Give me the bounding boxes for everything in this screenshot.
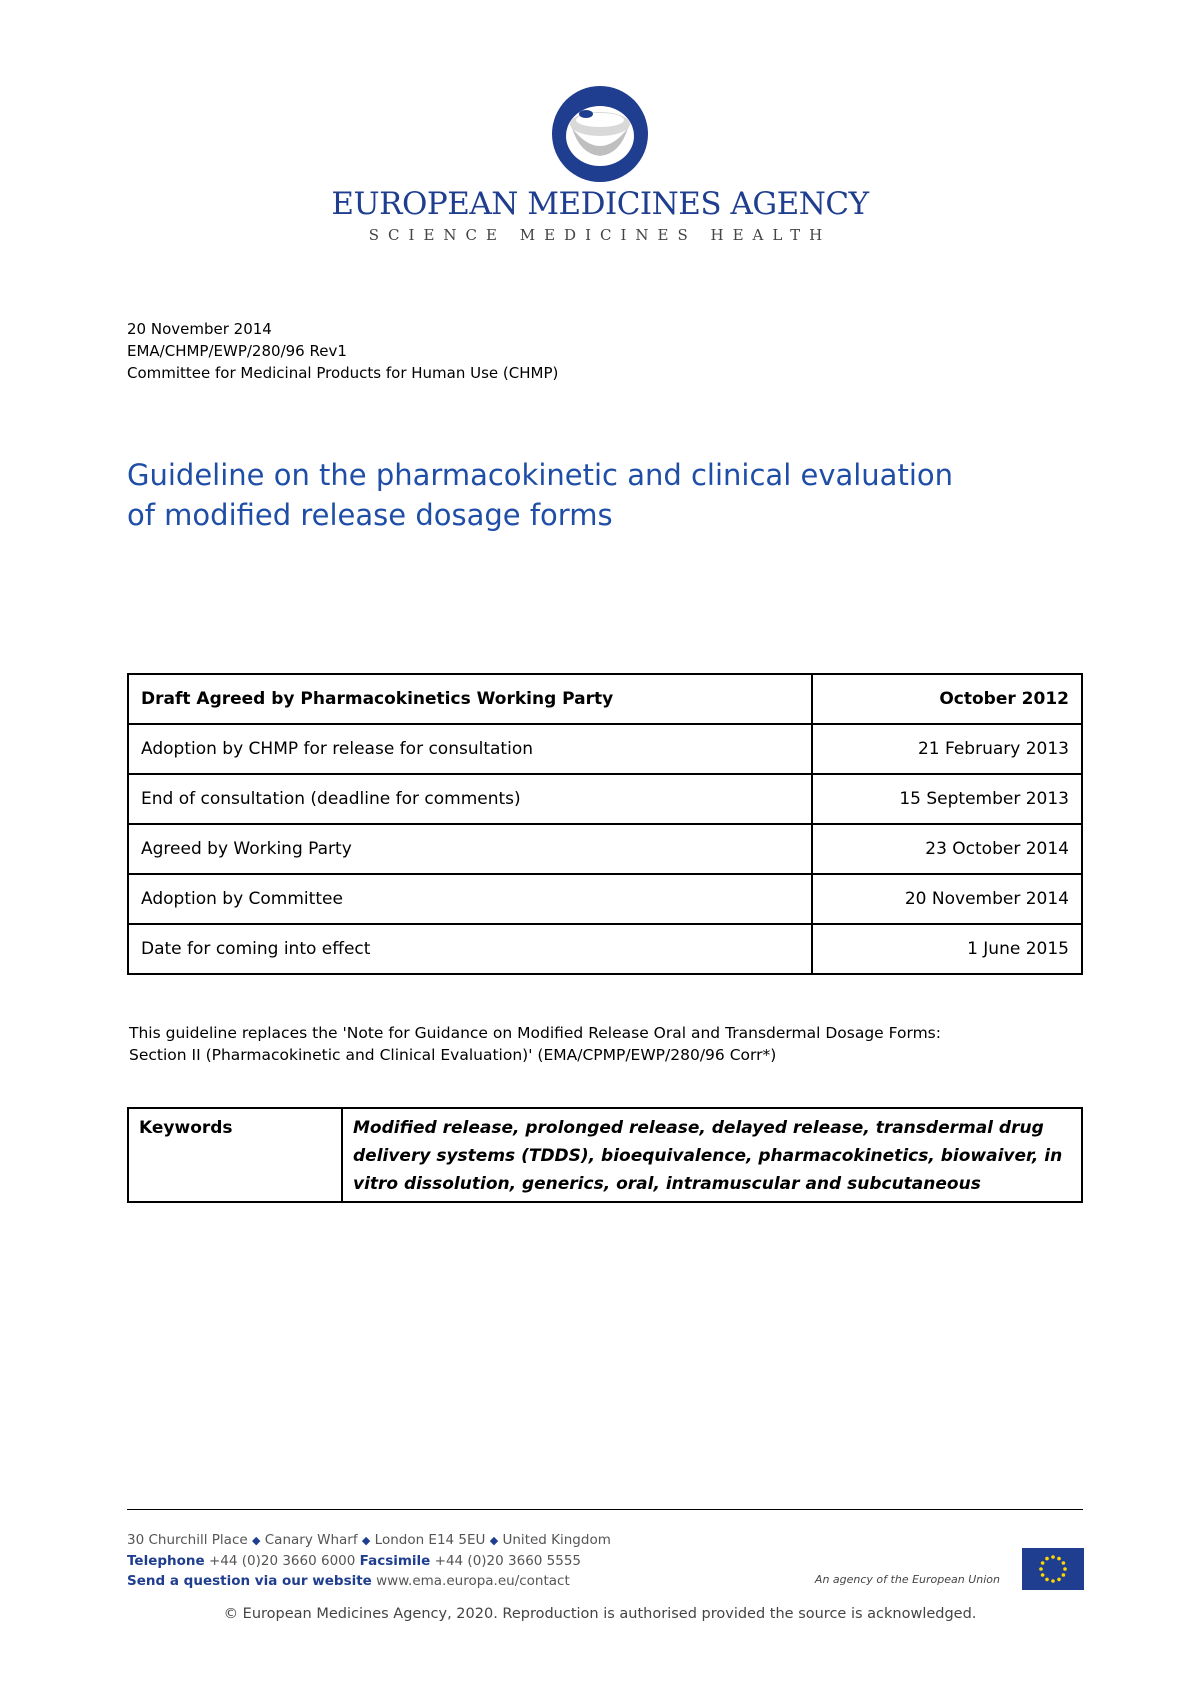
ema-logo-icon — [550, 84, 650, 184]
milestone-date: 15 September 2013 — [812, 774, 1082, 824]
bullet-icon: ◆ — [489, 1534, 499, 1547]
title-line-1: Guideline on the pharmacokinetic and clinical evaluation — [127, 458, 954, 492]
milestone-date: 20 November 2014 — [812, 874, 1082, 924]
title-line-2: of modified release dosage forms — [127, 498, 613, 532]
footer-address — [127, 1530, 611, 1591]
table-row — [128, 674, 1082, 724]
milestone-label: Adoption by Committee — [128, 874, 812, 924]
table-row — [128, 824, 1082, 874]
bullet-icon: ◆ — [361, 1534, 371, 1547]
ema-logo — [0, 84, 1200, 184]
replacement-note-line-2: Section II (Pharmacokinetic and Clinical Evaluation)' (EMA/CPMP/EWP/280/96 Corr*) — [129, 1046, 777, 1064]
keywords-value: Modified release, prolonged release, delayed release, transdermal drug delivery systems (TDDS), bioequivalence, pharmacokinetics, biowaiver, in vitro dissolution, generics, oral, intramuscular and subcutaneous — [342, 1108, 1082, 1202]
milestone-label: Agreed by Working Party — [128, 824, 812, 874]
document-reference: EMA/CHMP/EWP/280/96 Rev1 — [127, 342, 347, 360]
facsimile-number: +44 (0)20 3660 5555 — [434, 1553, 582, 1569]
keywords-label: Keywords — [128, 1108, 342, 1202]
table-row — [128, 724, 1082, 774]
milestone-label: Date for coming into effect — [128, 924, 812, 974]
table-row — [128, 924, 1082, 974]
agency-name: EUROPEAN MEDICINES AGENCY — [331, 186, 869, 222]
keywords-table — [127, 1107, 1083, 1203]
address-line — [127, 1530, 611, 1551]
telephone-number: +44 (0)20 3660 6000 — [208, 1553, 356, 1569]
milestone-label: Adoption by CHMP for release for consultation — [128, 724, 812, 774]
committee-name: Committee for Medicinal Products for Human Use (CHMP) — [127, 364, 559, 382]
contact-line — [127, 1551, 611, 1571]
address-street: 30 Churchill Place — [127, 1532, 248, 1548]
website-line — [127, 1571, 611, 1591]
milestone-date: 23 October 2014 — [812, 824, 1082, 874]
milestone-label: End of consultation (deadline for comments) — [128, 774, 812, 824]
milestone-date: 21 February 2013 — [812, 724, 1082, 774]
milestone-date: 1 June 2015 — [812, 924, 1082, 974]
milestones-table — [127, 673, 1083, 975]
replacement-note — [129, 1022, 1079, 1066]
table-row — [128, 874, 1082, 924]
address-area: Canary Wharf — [264, 1532, 358, 1548]
eu-agency-note: An agency of the European Union — [814, 1573, 1000, 1586]
milestone-label: Draft Agreed by Pharmacokinetics Working Party — [128, 674, 812, 724]
replacement-note-line-1: This guideline replaces the 'Note for Guidance on Modified Release Oral and Transdermal Dosage Forms: — [129, 1024, 941, 1042]
bullet-icon: ◆ — [251, 1534, 261, 1547]
page-title — [127, 455, 1087, 535]
table-row — [128, 1108, 1082, 1202]
question-label: Send a question via our website — [127, 1573, 372, 1589]
telephone-label: Telephone — [127, 1553, 205, 1569]
copyright-notice: © European Medicines Agency, 2020. Reproduction is authorised provided the source is acknowledged. — [223, 1606, 977, 1622]
footer-divider — [127, 1509, 1083, 1510]
document-meta — [127, 318, 558, 384]
eu-flag-icon — [1022, 1548, 1084, 1590]
website-link[interactable]: www.ema.europa.eu/contact — [376, 1573, 570, 1589]
milestone-date: October 2012 — [812, 674, 1082, 724]
address-country: United Kingdom — [502, 1532, 611, 1548]
address-city: London E14 5EU — [374, 1532, 486, 1548]
agency-tagline: SCIENCE MEDICINES HEALTH — [368, 226, 832, 244]
table-row — [128, 774, 1082, 824]
facsimile-label: Facsimile — [359, 1553, 431, 1569]
document-date: 20 November 2014 — [127, 320, 272, 338]
